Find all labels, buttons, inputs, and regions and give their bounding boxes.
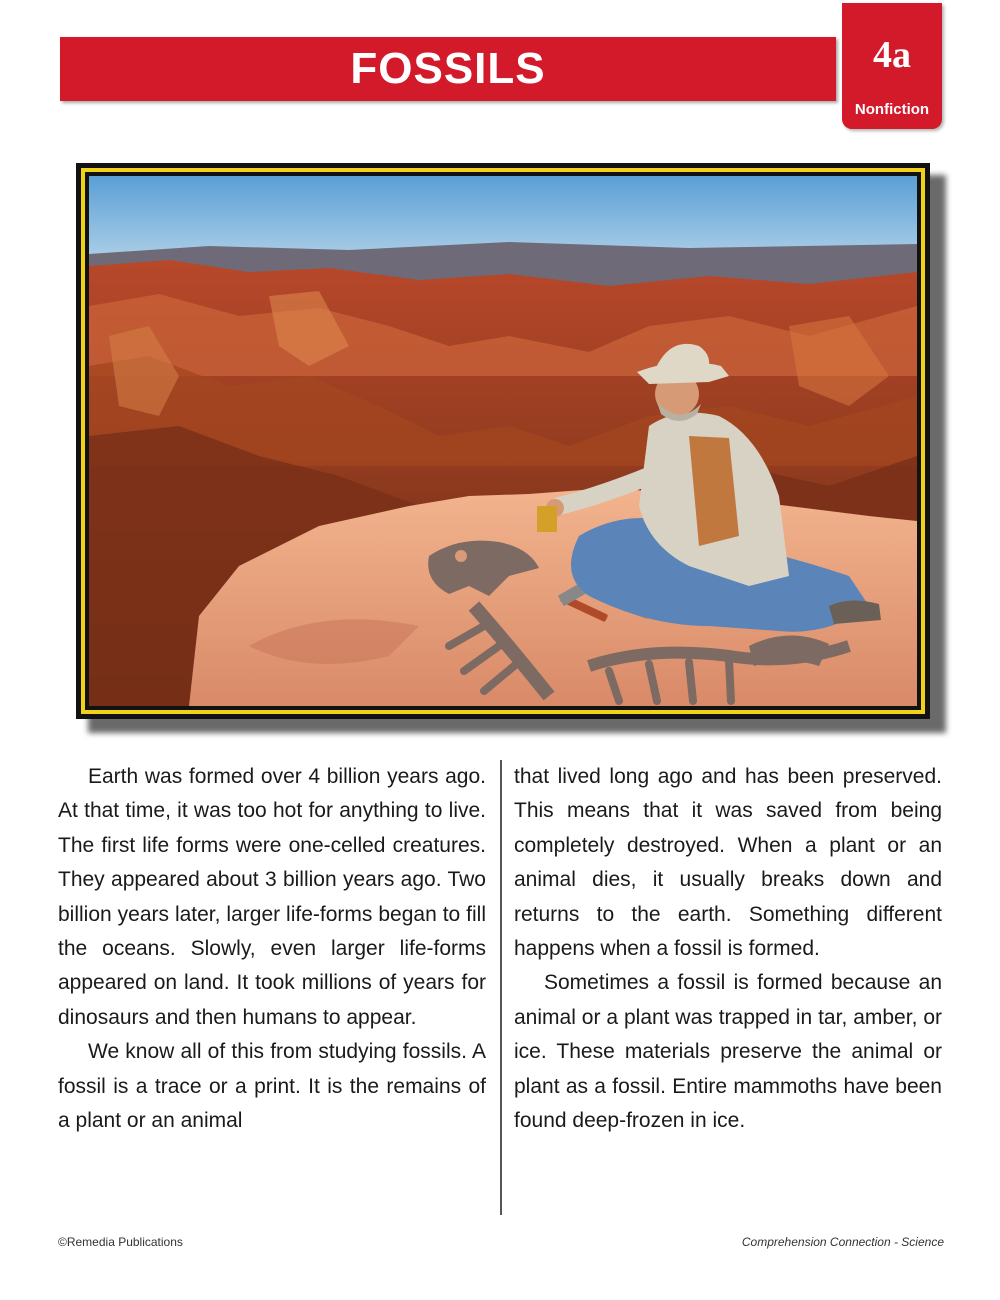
- paragraph: We know all of this from studying fossils. A fossil is a trace or a print. It is the remains of a plant or an animal: [58, 1040, 486, 1133]
- paragraph: that lived long ago and has been preserved. This means that it was saved from being completely destroyed. When a plant or an animal dies, it usually breaks down and returns to the earth. Something different happens when a fossil is formed.: [514, 765, 942, 961]
- left-column: [58, 760, 486, 1138]
- page-title: FOSSILS: [350, 44, 546, 93]
- right-column: [514, 760, 942, 1138]
- series-title: Comprehension Connection - Science: [741, 1235, 944, 1249]
- illustration-frame: [76, 163, 930, 719]
- lesson-tag: [842, 3, 942, 129]
- lesson-genre: Nonfiction: [854, 101, 930, 118]
- article-body: [58, 760, 942, 1215]
- title-banner: [60, 37, 836, 101]
- publisher-credit: ©Remedia Publications: [58, 1235, 183, 1249]
- fossil-excavation-illustration: [89, 176, 917, 706]
- paragraph: Earth was formed over 4 billion years ago. At that time, it was too hot for anything to live. The first life forms were one-celled creatures. They appeared about 3 billion years ago. Two billion years later, larger life-forms began to fill the oceans. Slowly, even larger life-forms appeared on land. It took millions of years for dinosaurs and then humans to appear.: [58, 765, 486, 1029]
- column-divider: [500, 760, 502, 1215]
- lesson-number: 4a: [873, 34, 911, 76]
- paragraph: Sometimes a fossil is formed because an animal or a plant was trapped in tar, amber, or ice. These materials preserve the animal or plant as a fossil. Entire mammoths have been found deep-frozen in ice.: [514, 971, 942, 1133]
